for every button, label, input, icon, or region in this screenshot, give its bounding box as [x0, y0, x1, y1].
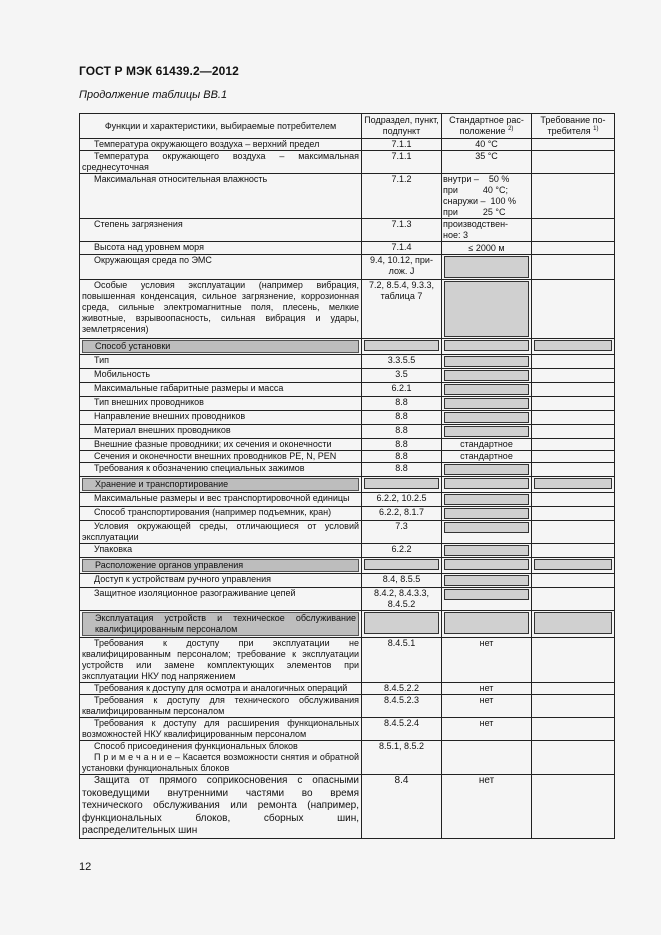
shaded-placeholder	[444, 494, 529, 505]
note	[82, 752, 359, 774]
reference-cell	[362, 695, 442, 718]
reference-text: 8.4, 8.5.5	[382, 574, 421, 584]
table-row	[80, 574, 615, 588]
shaded-placeholder	[444, 575, 529, 586]
requirement-cell	[532, 507, 615, 521]
function-text: Тип внешних проводников	[94, 397, 204, 407]
reference-cell	[362, 477, 442, 493]
shaded-placeholder	[364, 478, 439, 489]
table-row	[80, 355, 615, 369]
standard-cell	[442, 174, 532, 219]
reference-cell	[362, 451, 442, 463]
shaded-placeholder	[444, 256, 529, 278]
standard-cell	[442, 280, 532, 339]
shaded-placeholder	[444, 478, 529, 489]
requirement-cell	[532, 151, 615, 174]
function-text: Упаковка	[94, 544, 133, 554]
shaded-placeholder	[444, 340, 529, 351]
table-row	[80, 369, 615, 383]
function-cell	[80, 574, 362, 588]
table-row	[80, 219, 615, 242]
function-text: Направление внешних проводников	[94, 411, 246, 421]
function-cell	[80, 638, 362, 683]
reference-text: 7.2, 8.5.4, 9.3.3,	[368, 280, 435, 290]
function-cell	[80, 255, 362, 280]
standard-cell	[442, 425, 532, 439]
section-label: Расположение органов управления	[82, 559, 359, 572]
table-row	[80, 507, 615, 521]
reference-text: 8.4.5.2	[387, 599, 416, 609]
function-cell	[80, 741, 362, 775]
function-text: Степень загрязнения	[94, 219, 183, 229]
function-cell	[80, 775, 362, 839]
requirement-cell	[532, 588, 615, 611]
standard-cell	[442, 558, 532, 574]
reference-cell	[362, 242, 442, 255]
standard-text: нет	[479, 683, 494, 693]
section-label: Способ установки	[82, 340, 359, 353]
shaded-placeholder	[534, 559, 612, 570]
table-row	[80, 383, 615, 397]
reference-cell	[362, 558, 442, 574]
reference-text: 8.4.5.2.3	[383, 695, 420, 705]
requirement-cell	[532, 174, 615, 219]
function-cell	[80, 521, 362, 544]
header-requirement-footnote: 1)	[593, 126, 599, 132]
reference-cell	[362, 397, 442, 411]
reference-cell	[362, 425, 442, 439]
requirement-cell	[532, 451, 615, 463]
shaded-placeholder	[534, 612, 612, 634]
function-cell	[80, 174, 362, 219]
standard-cell	[442, 139, 532, 151]
standard-text: стандартное	[460, 439, 513, 449]
table-row	[80, 588, 615, 611]
reference-text: 8.4.5.2.2	[383, 683, 420, 693]
standard-designation: ГОСТ Р МЭК 61439.2—2012	[79, 64, 239, 78]
requirement-cell	[532, 611, 615, 638]
table-row	[80, 242, 615, 255]
reference-cell	[362, 507, 442, 521]
header-standard-footnote: 2)	[508, 126, 514, 132]
function-text: Сечения и оконечности внешних проводников PE, N, PEN	[94, 451, 337, 461]
reference-text: 8.8	[395, 397, 408, 407]
requirement-cell	[532, 411, 615, 425]
function-text: Требования к доступу для расширения функциональных возможностей НКУ квалифицированным персоналом	[82, 718, 359, 739]
reference-cell	[362, 355, 442, 369]
section-cell	[80, 558, 362, 574]
shaded-placeholder	[444, 426, 529, 437]
standard-cell	[442, 242, 532, 255]
function-text: Окружающая среда по ЭМС	[94, 255, 212, 265]
function-text: Максимальные размеры и вес транспортировочной единицы	[94, 493, 350, 503]
header-reference-label: Подраздел, пункт, подпункт	[364, 115, 439, 136]
requirement-cell	[532, 397, 615, 411]
standard-cell	[442, 397, 532, 411]
standard-cell	[442, 718, 532, 741]
function-text: Защита от прямого соприкосновения с опасными токоведущими внутренними частями во время технического обслуживания или ремонта (например, функциональных блоков, сборных шин, распределительных шин	[82, 775, 359, 836]
section-cell	[80, 611, 362, 638]
shaded-placeholder	[444, 559, 529, 570]
function-cell	[80, 718, 362, 741]
shaded-placeholder	[444, 281, 529, 337]
reference-cell	[362, 638, 442, 683]
requirement-cell	[532, 638, 615, 683]
requirement-cell	[532, 425, 615, 439]
standard-cell	[442, 507, 532, 521]
table-row	[80, 775, 615, 839]
requirement-cell	[532, 544, 615, 558]
reference-text: 3.5	[395, 369, 408, 379]
table-row	[80, 451, 615, 463]
shaded-placeholder	[364, 559, 439, 570]
reference-text: 9.4, 10.12, при-	[370, 255, 433, 265]
reference-cell	[362, 151, 442, 174]
function-cell	[80, 242, 362, 255]
function-text: Требования к обозначению специальных зажимов	[94, 463, 305, 473]
function-cell	[80, 151, 362, 174]
standard-text: производствен-	[443, 219, 509, 229]
requirement-cell	[532, 242, 615, 255]
requirement-cell	[532, 439, 615, 451]
table-row	[80, 683, 615, 695]
reference-cell	[362, 174, 442, 219]
function-text: Мобильность	[94, 369, 151, 379]
standard-cell	[442, 493, 532, 507]
standard-cell	[442, 151, 532, 174]
header-standard	[442, 114, 532, 139]
reference-text: 7.1.1	[391, 139, 412, 149]
standard-text: ≤ 2000 м	[468, 243, 505, 253]
requirement-cell	[532, 477, 615, 493]
function-text: Температура окружающего воздуха – верхний предел	[94, 139, 320, 149]
reference-text: 8.5.1, 8.5.2	[378, 741, 425, 751]
function-cell	[80, 280, 362, 339]
standard-text: стандартное	[460, 451, 513, 461]
function-cell	[80, 397, 362, 411]
standard-cell	[442, 477, 532, 493]
table-row	[80, 255, 615, 280]
reference-text: 6.2.1	[391, 383, 412, 393]
table-row	[80, 718, 615, 741]
function-text: Максимальная относительная влажность	[94, 174, 268, 184]
table-row	[80, 411, 615, 425]
function-text: Температура окружающего воздуха – максимальная среднесуточная	[82, 151, 359, 172]
table-row	[80, 425, 615, 439]
reference-text: 6.2.2	[391, 544, 412, 554]
standard-text: 35 °C	[475, 151, 498, 161]
function-cell	[80, 355, 362, 369]
reference-text: 7.1.1	[391, 151, 412, 161]
requirement-cell	[532, 339, 615, 355]
reference-cell	[362, 255, 442, 280]
header-function-label: Функции и характеристики, выбираемые потребителем	[104, 120, 337, 131]
function-cell	[80, 493, 362, 507]
shaded-placeholder	[364, 340, 439, 351]
reference-cell	[362, 718, 442, 741]
shaded-placeholder	[534, 478, 612, 489]
standard-text: при 25 °C	[443, 207, 506, 217]
reference-cell	[362, 588, 442, 611]
standard-text: 40 °C	[475, 139, 498, 149]
table-row	[80, 174, 615, 219]
page-number: 12	[79, 861, 92, 873]
requirement-cell	[532, 493, 615, 507]
note-label: П р и м е ч а н и е	[94, 752, 173, 762]
function-cell	[80, 463, 362, 477]
requirement-cell	[532, 775, 615, 839]
reference-text: 8.8	[395, 411, 408, 421]
standard-text: при 40 °C;	[443, 185, 509, 195]
section-cell	[80, 339, 362, 355]
shaded-placeholder	[444, 356, 529, 367]
standard-cell	[442, 383, 532, 397]
table-row	[80, 151, 615, 174]
header-requirement	[532, 114, 615, 139]
table-section-row	[80, 339, 615, 355]
standard-cell	[442, 611, 532, 638]
table-row	[80, 521, 615, 544]
reference-text: 7.3	[395, 521, 408, 531]
requirement-cell	[532, 718, 615, 741]
function-cell	[80, 139, 362, 151]
standard-cell	[442, 588, 532, 611]
reference-cell	[362, 544, 442, 558]
function-cell	[80, 219, 362, 242]
shaded-placeholder	[444, 384, 529, 395]
function-cell	[80, 451, 362, 463]
reference-text: 8.4.5.1	[387, 638, 416, 648]
header-function	[80, 114, 362, 139]
requirement-cell	[532, 741, 615, 775]
function-text: Требования к доступу для осмотра и аналогичных операций	[94, 683, 348, 693]
reference-text: 8.8	[395, 439, 408, 449]
shaded-placeholder	[444, 464, 529, 475]
function-text: Максимальные габаритные размеры и масса	[94, 383, 284, 393]
standard-cell	[442, 339, 532, 355]
requirement-cell	[532, 280, 615, 339]
function-text: Требования к доступу для технического обслуживания квалифицированным персоналом	[82, 695, 359, 716]
table-row	[80, 439, 615, 451]
standard-cell	[442, 355, 532, 369]
function-text: Требования к доступу при эксплуатации не квалифицированным персоналом; требование к эксплуатации устройств или замене комплектующих элементов при эксплуатации НКУ под напряжением	[82, 638, 359, 681]
reference-cell	[362, 383, 442, 397]
table-section-row	[80, 558, 615, 574]
standard-text: снаружи – 100 %	[443, 196, 517, 206]
header-reference	[362, 114, 442, 139]
function-text: Высота над уровнем моря	[94, 242, 204, 252]
requirement-cell	[532, 558, 615, 574]
table-row	[80, 280, 615, 339]
requirement-cell	[532, 255, 615, 280]
standard-cell	[442, 695, 532, 718]
reference-cell	[362, 219, 442, 242]
reference-text: 6.2.2, 8.1.7	[378, 507, 425, 517]
standard-text: нет	[479, 695, 494, 705]
reference-text: 7.1.3	[391, 219, 412, 229]
reference-cell	[362, 574, 442, 588]
reference-text: 7.1.4	[391, 242, 412, 252]
reference-cell	[362, 463, 442, 477]
standard-cell	[442, 439, 532, 451]
reference-text: таблица 7	[380, 291, 423, 301]
table-section-row	[80, 611, 615, 638]
reference-cell	[362, 139, 442, 151]
standard-cell	[442, 544, 532, 558]
table-row	[80, 493, 615, 507]
reference-cell	[362, 521, 442, 544]
reference-cell	[362, 611, 442, 638]
table-row	[80, 695, 615, 718]
standard-cell	[442, 451, 532, 463]
reference-cell	[362, 683, 442, 695]
reference-text: 8.8	[395, 451, 408, 461]
function-text: Способ присоединения функциональных блоков	[94, 741, 298, 751]
specification-table	[79, 113, 615, 839]
shaded-placeholder	[444, 412, 529, 423]
function-cell	[80, 425, 362, 439]
reference-text: 8.4.5.2.4	[383, 718, 420, 728]
requirement-cell	[532, 383, 615, 397]
reference-cell	[362, 775, 442, 839]
standard-cell	[442, 574, 532, 588]
reference-text: 7.1.2	[391, 174, 412, 184]
reference-text: 8.8	[395, 463, 408, 473]
function-cell	[80, 439, 362, 451]
shaded-placeholder	[444, 545, 529, 556]
function-text: Особые условия эксплуатации (например вибрация, повышенная конденсация, сильное загрязнение, коррозионная среда, сильные электромагнитные поля, плесень, мелкие животные, взрывоопасность, сильная вибрация и удары, землетрясения)	[82, 280, 359, 334]
reference-cell	[362, 411, 442, 425]
requirement-cell	[532, 219, 615, 242]
requirement-cell	[532, 695, 615, 718]
reference-cell	[362, 339, 442, 355]
shaded-placeholder	[444, 522, 529, 533]
standard-text: нет	[479, 638, 494, 648]
standard-cell	[442, 638, 532, 683]
standard-cell	[442, 775, 532, 839]
standard-text: нет	[478, 775, 495, 786]
function-text: Способ транспортирования (например подъемник, кран)	[94, 507, 332, 517]
shaded-placeholder	[534, 340, 612, 351]
shaded-placeholder	[444, 398, 529, 409]
section-label: Эксплуатация устройств и техническое обслуживание квалифицированным персоналом	[82, 612, 359, 636]
function-text: Внешние фазные проводники; их сечения и оконечности	[94, 439, 332, 449]
function-cell	[80, 507, 362, 521]
function-cell	[80, 383, 362, 397]
standard-cell	[442, 255, 532, 280]
function-cell	[80, 695, 362, 718]
standard-text: внутри – 50 %	[443, 174, 510, 184]
shaded-placeholder	[444, 508, 529, 519]
section-cell	[80, 477, 362, 493]
function-cell	[80, 588, 362, 611]
standard-cell	[442, 741, 532, 775]
requirement-cell	[532, 355, 615, 369]
standard-cell	[442, 411, 532, 425]
reference-cell	[362, 369, 442, 383]
table-row	[80, 544, 615, 558]
table-row	[80, 397, 615, 411]
shaded-placeholder	[444, 589, 529, 600]
standard-cell	[442, 683, 532, 695]
standard-cell	[442, 219, 532, 242]
requirement-cell	[532, 139, 615, 151]
standard-cell	[442, 463, 532, 477]
note-text: – Касается возможности снятия и обратной установки функциональных блоков	[82, 752, 359, 773]
requirement-cell	[532, 369, 615, 383]
reference-text: лож. J	[388, 266, 415, 276]
function-cell	[80, 683, 362, 695]
requirement-cell	[532, 463, 615, 477]
function-text: Материал внешних проводников	[94, 425, 231, 435]
table-row	[80, 463, 615, 477]
shaded-placeholder	[444, 612, 529, 634]
standard-cell	[442, 521, 532, 544]
table-row	[80, 139, 615, 151]
function-text: Тип	[94, 355, 110, 365]
standard-cell	[442, 369, 532, 383]
shaded-placeholder	[364, 612, 439, 634]
section-label: Хранение и транспортирование	[82, 478, 359, 491]
reference-text: 3.3.5.5	[387, 355, 416, 365]
function-text: Условия окружающей среды, отличающиеся от условий эксплуатации	[82, 521, 359, 542]
reference-text: 8.8	[395, 425, 408, 435]
table-row	[80, 741, 615, 775]
table-header-row	[80, 114, 615, 139]
function-text: Защитное изоляционное разограживание цепей	[94, 588, 296, 598]
table-section-row	[80, 477, 615, 493]
reference-cell	[362, 439, 442, 451]
reference-text: 8.4.2, 8.4.3.3,	[373, 588, 430, 598]
table-row	[80, 638, 615, 683]
table-body	[80, 139, 615, 839]
requirement-cell	[532, 683, 615, 695]
function-cell	[80, 411, 362, 425]
function-text: Доступ к устройствам ручного управления	[94, 574, 272, 584]
reference-cell	[362, 741, 442, 775]
function-cell	[80, 544, 362, 558]
reference-cell	[362, 493, 442, 507]
requirement-cell	[532, 574, 615, 588]
requirement-cell	[532, 521, 615, 544]
header-requirement-label: Требование по-требителя	[540, 115, 606, 136]
header-standard-label: Стандартное рас-положение	[449, 115, 524, 136]
function-cell	[80, 369, 362, 383]
table-caption: Продолжение таблицы ВВ.1	[79, 89, 228, 101]
reference-text: 6.2.2, 10.2.5	[376, 493, 427, 503]
standard-text: ное: 3	[443, 230, 468, 240]
shaded-placeholder	[444, 370, 529, 381]
standard-text: нет	[479, 718, 494, 728]
reference-cell	[362, 280, 442, 339]
reference-text: 8.4	[394, 775, 409, 786]
